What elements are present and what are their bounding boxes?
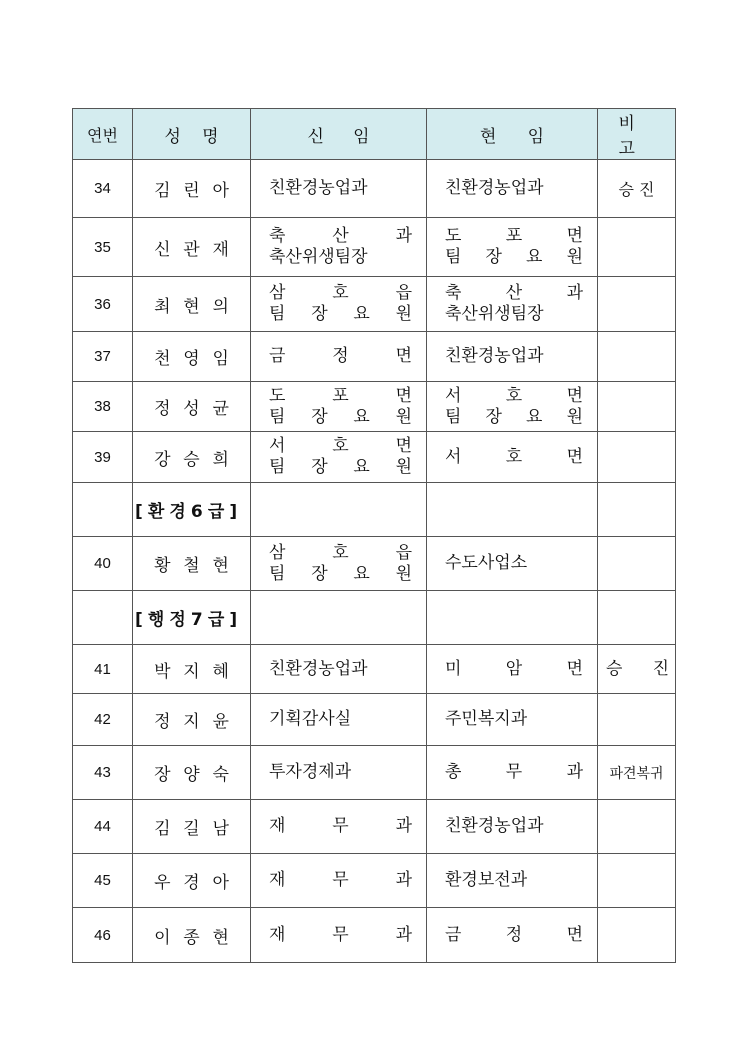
new-post-line: 팀 장 요 원 bbox=[269, 563, 412, 584]
current-post bbox=[427, 382, 598, 432]
empty-cell bbox=[598, 591, 676, 645]
person-name: 정성균 bbox=[133, 382, 251, 432]
new-post-line: 친환경농업과 bbox=[269, 178, 368, 198]
section-row bbox=[73, 591, 676, 645]
row-number: 45 bbox=[73, 854, 133, 908]
current-post bbox=[427, 218, 598, 277]
table-row bbox=[73, 694, 676, 746]
table-row bbox=[73, 218, 676, 277]
current-post-line: 친환경농업과 bbox=[445, 816, 544, 836]
table-row bbox=[73, 160, 676, 218]
current-post bbox=[427, 854, 598, 908]
row-number: 35 bbox=[73, 218, 133, 277]
empty-cell bbox=[251, 591, 427, 645]
new-post-line: 서 호 면 bbox=[269, 436, 412, 456]
note bbox=[598, 432, 676, 483]
empty-cell bbox=[427, 591, 598, 645]
new-post-line: 축 산 과 bbox=[269, 226, 412, 246]
current-post-line: 서 호 면 bbox=[445, 446, 583, 467]
new-post-line: 투자경제과 bbox=[269, 762, 352, 782]
table-row bbox=[73, 645, 676, 694]
current-post-line: 미 암 면 bbox=[445, 658, 583, 679]
new-post-line: 팀 장 요 원 bbox=[269, 304, 412, 324]
new-post-line: 친환경농업과 bbox=[269, 658, 368, 679]
header-no: 연번 bbox=[73, 109, 133, 160]
empty-cell bbox=[73, 483, 133, 537]
person-name: 신관재 bbox=[133, 218, 251, 277]
new-post bbox=[251, 277, 427, 332]
row-number: 42 bbox=[73, 694, 133, 746]
header-current-post: 현 임 bbox=[427, 109, 598, 160]
current-post-line: 주민복지과 bbox=[445, 709, 528, 729]
note bbox=[598, 218, 676, 277]
new-post-line: 팀 장 요 원 bbox=[269, 406, 412, 427]
empty-cell bbox=[427, 483, 598, 537]
table-row bbox=[73, 908, 676, 963]
current-post bbox=[427, 432, 598, 483]
row-number: 46 bbox=[73, 908, 133, 963]
current-post-line: 팀 장 요 원 bbox=[445, 247, 583, 267]
current-post bbox=[427, 277, 598, 332]
note bbox=[598, 382, 676, 432]
current-post-line: 환경보전과 bbox=[445, 870, 528, 890]
new-post bbox=[251, 908, 427, 963]
current-post-line: 친환경농업과 bbox=[445, 346, 544, 366]
new-post bbox=[251, 694, 427, 746]
table-row bbox=[73, 800, 676, 854]
current-post bbox=[427, 332, 598, 382]
table-row bbox=[73, 332, 676, 382]
new-post-line: 기획감사실 bbox=[269, 709, 352, 729]
current-post-line: 수도사업소 bbox=[445, 553, 528, 573]
new-post bbox=[251, 160, 427, 218]
current-post bbox=[427, 694, 598, 746]
note bbox=[598, 854, 676, 908]
person-name: 강승희 bbox=[133, 432, 251, 483]
table-row bbox=[73, 432, 676, 483]
person-name: 김린아 bbox=[133, 160, 251, 218]
row-number: 34 bbox=[73, 160, 133, 218]
new-post-line: 도 포 면 bbox=[269, 385, 412, 406]
current-post bbox=[427, 537, 598, 591]
person-name: 천영임 bbox=[133, 332, 251, 382]
note-text: 승 진 bbox=[606, 658, 669, 679]
empty-cell bbox=[251, 483, 427, 537]
new-post-line: 재 무 과 bbox=[269, 816, 412, 836]
row-number: 37 bbox=[73, 332, 133, 382]
current-post-line: 축 산 과 bbox=[445, 283, 583, 303]
row-number: 38 bbox=[73, 382, 133, 432]
header-new-post: 신 임 bbox=[251, 109, 427, 160]
row-number: 44 bbox=[73, 800, 133, 854]
person-name: 박지혜 bbox=[133, 645, 251, 694]
new-post-line: 재 무 과 bbox=[269, 924, 412, 945]
personnel-table bbox=[72, 108, 676, 963]
current-post bbox=[427, 160, 598, 218]
note bbox=[598, 277, 676, 332]
table-row bbox=[73, 537, 676, 591]
note bbox=[598, 800, 676, 854]
new-post bbox=[251, 537, 427, 591]
header-row bbox=[73, 109, 676, 160]
section-label: [행정7급] bbox=[133, 591, 251, 645]
new-post bbox=[251, 432, 427, 483]
person-name: 김길남 bbox=[133, 800, 251, 854]
row-number: 41 bbox=[73, 645, 133, 694]
person-name: 정지윤 bbox=[133, 694, 251, 746]
note: 승 진 bbox=[598, 160, 676, 218]
new-post-line: 삼 호 읍 bbox=[269, 542, 412, 563]
person-name: 장양숙 bbox=[133, 746, 251, 800]
empty-cell bbox=[73, 591, 133, 645]
new-post bbox=[251, 332, 427, 382]
row-number: 36 bbox=[73, 277, 133, 332]
note bbox=[598, 908, 676, 963]
table-row bbox=[73, 746, 676, 800]
row-number: 43 bbox=[73, 746, 133, 800]
note bbox=[598, 645, 676, 694]
current-post bbox=[427, 746, 598, 800]
current-post bbox=[427, 908, 598, 963]
empty-cell bbox=[598, 483, 676, 537]
note bbox=[598, 694, 676, 746]
new-post-line: 팀 장 요 원 bbox=[269, 457, 412, 477]
table-row bbox=[73, 854, 676, 908]
new-post bbox=[251, 382, 427, 432]
new-post-line: 삼 호 읍 bbox=[269, 283, 412, 303]
header-name: 성 명 bbox=[133, 109, 251, 160]
new-post bbox=[251, 854, 427, 908]
current-post-line: 도 포 면 bbox=[445, 226, 583, 246]
current-post-line: 금 정 면 bbox=[445, 924, 583, 945]
header-note: 비 고 bbox=[598, 109, 676, 160]
new-post-line: 금 정 면 bbox=[269, 346, 412, 366]
row-number: 39 bbox=[73, 432, 133, 483]
table-row bbox=[73, 382, 676, 432]
current-post-line: 축산위생팀장 bbox=[445, 304, 544, 324]
person-name: 우경아 bbox=[133, 854, 251, 908]
new-post bbox=[251, 218, 427, 277]
section-row bbox=[73, 483, 676, 537]
current-post bbox=[427, 645, 598, 694]
new-post-line: 재 무 과 bbox=[269, 870, 412, 890]
section-label: [환경6급] bbox=[133, 483, 251, 537]
note: 파견복귀 bbox=[598, 746, 676, 800]
row-number: 40 bbox=[73, 537, 133, 591]
table-row bbox=[73, 277, 676, 332]
new-post bbox=[251, 800, 427, 854]
current-post bbox=[427, 800, 598, 854]
current-post-line: 총 무 과 bbox=[445, 762, 583, 782]
current-post-line: 서 호 면 bbox=[445, 385, 583, 406]
new-post bbox=[251, 746, 427, 800]
person-name: 황철현 bbox=[133, 537, 251, 591]
new-post-line: 축산위생팀장 bbox=[269, 247, 368, 267]
current-post-line: 친환경농업과 bbox=[445, 178, 544, 198]
new-post bbox=[251, 645, 427, 694]
note bbox=[598, 537, 676, 591]
person-name: 최현의 bbox=[133, 277, 251, 332]
current-post-line: 팀 장 요 원 bbox=[445, 406, 583, 427]
note bbox=[598, 332, 676, 382]
person-name: 이종현 bbox=[133, 908, 251, 963]
